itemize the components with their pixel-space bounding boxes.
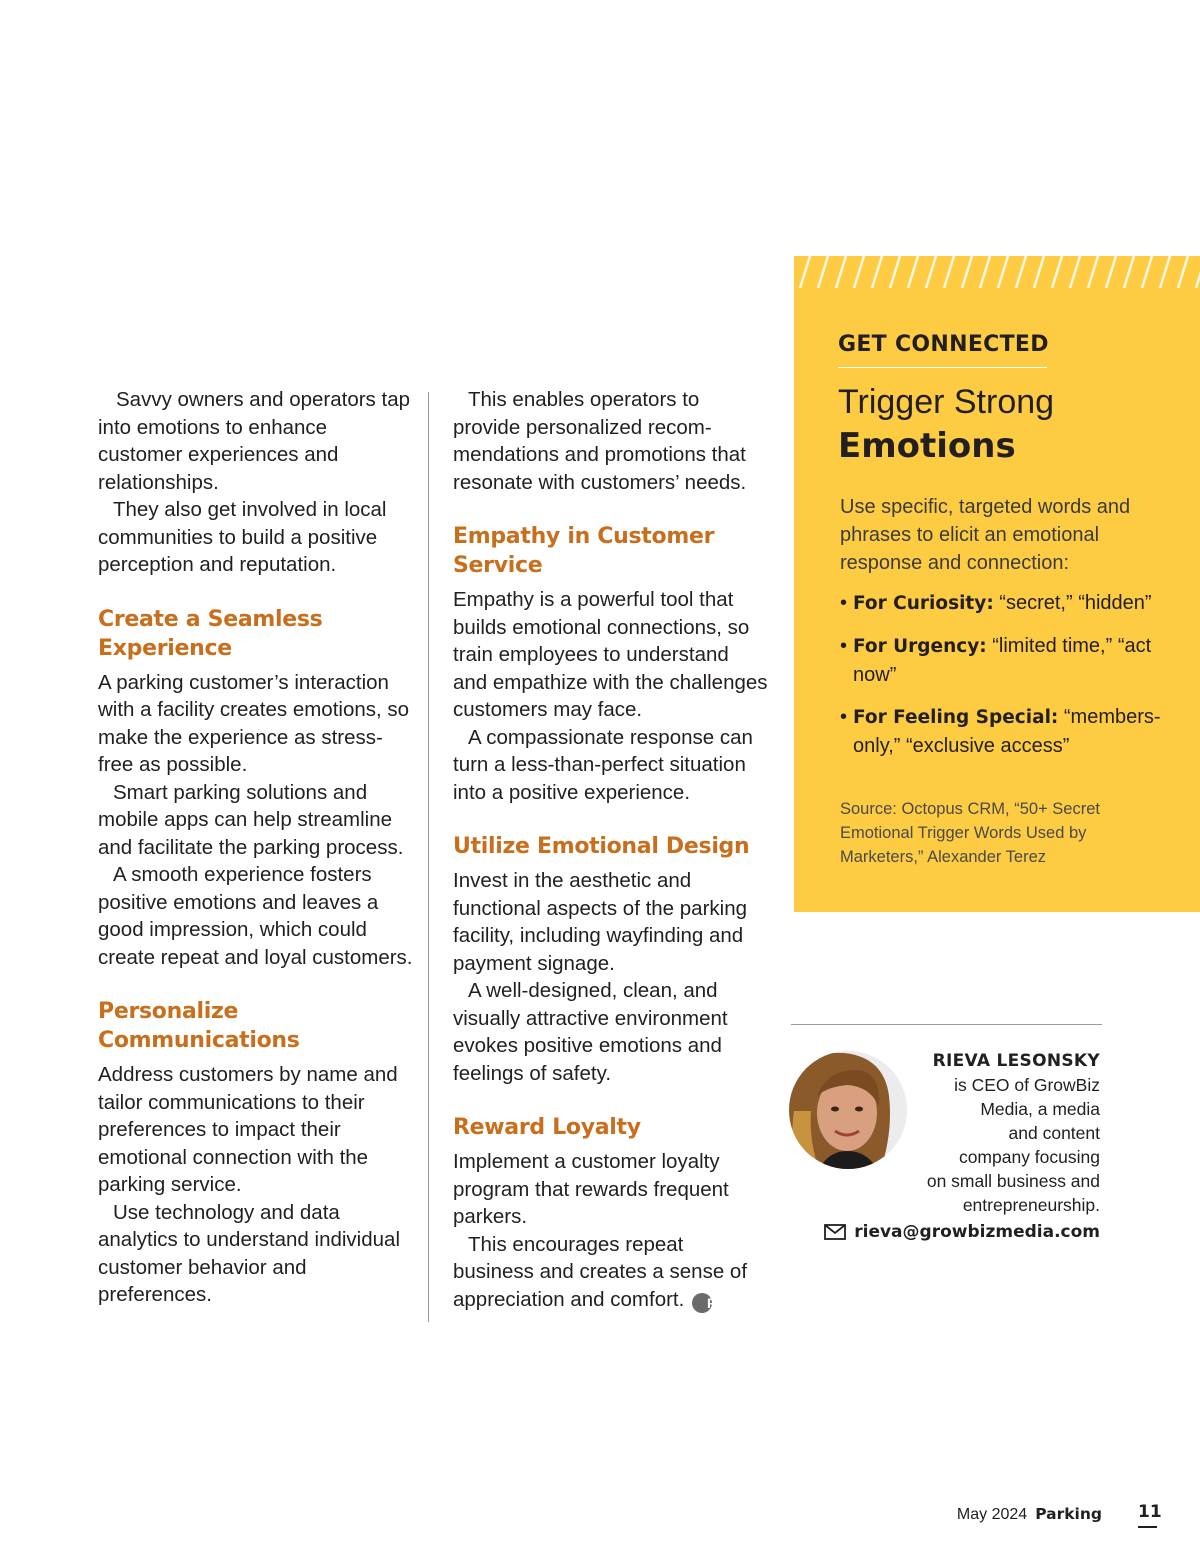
sidebar-label-underline bbox=[838, 367, 1047, 368]
author-bio-line: company focusing bbox=[958, 1147, 1100, 1167]
body-paragraph: Smart parking solutions and mobile apps can help streamline and facilitate the parking process. bbox=[98, 780, 404, 859]
body-paragraph: Empathy is a powerful tool that builds emotional connections, so train employees to understand and empathize with the challenges customers may face. bbox=[453, 588, 768, 721]
bullet: • bbox=[840, 635, 848, 657]
middle-column bbox=[453, 386, 768, 1313]
page-footer bbox=[957, 1504, 1102, 1525]
list-item bbox=[840, 632, 1170, 689]
sidebar-source: Source: Octopus CRM, “50+ Secret Emotional Trigger Words Used by Marketers,” Alexander Terez bbox=[840, 800, 1100, 866]
magazine-name: Parking bbox=[1035, 1505, 1102, 1523]
body-paragraph: A well-designed, clean, and visually attractive environment evokes positive emotions and feelings of safety. bbox=[453, 979, 728, 1085]
body-paragraph: A compassionate response can turn a less-than-perfect situation into a positive experience. bbox=[453, 725, 753, 804]
section-heading: Reward Loyalty bbox=[453, 1115, 641, 1140]
sidebar-label: GET CONNECTED bbox=[838, 332, 1049, 357]
body-paragraph: Use technology and data analytics to understand individual customer behavior and preferences. bbox=[98, 1200, 400, 1306]
section-heading: Create a Seamless Experience bbox=[98, 606, 323, 661]
body-paragraph: A smooth experience fosters positive emotions and leaves a good impression, which could create repeat and loyal customers. bbox=[98, 863, 413, 969]
list-item bbox=[840, 589, 1170, 618]
bullet: • bbox=[840, 592, 848, 614]
author-name: RIEVA LESONSKY bbox=[932, 1051, 1100, 1071]
parking-end-mark-icon: P bbox=[692, 1293, 712, 1313]
body-paragraph: They also get involved in local communities to build a positive perception and reputation. bbox=[98, 498, 387, 576]
body-paragraph bbox=[453, 1231, 768, 1314]
body-paragraph: A parking customer’s interaction with a facility creates emotions, so make the experience as stress-free as possible. bbox=[98, 670, 410, 776]
envelope-icon bbox=[824, 1224, 846, 1240]
body-paragraph: This enables operators to provide personalized recommendations and promotions that resonate with customers’ needs. bbox=[453, 388, 747, 494]
bullet: • bbox=[840, 706, 848, 728]
sidebar-title-bold: Emotions bbox=[838, 426, 1016, 466]
list-words: “secret,” “hidden” bbox=[993, 592, 1152, 614]
sidebar-intro: Use specific, targeted words and phrases to elicit an emotional response and connection: bbox=[840, 496, 1131, 574]
list-words: “members-only,” “exclusive access” bbox=[853, 706, 1161, 757]
section-heading: Empathy in Customer Service bbox=[453, 524, 715, 578]
section-heading: Personalize Communications bbox=[98, 999, 300, 1053]
author-bio-line: entrepreneurship. bbox=[962, 1195, 1100, 1215]
body-paragraph: Implement a customer loyalty program that rewards frequent parkers. bbox=[453, 1150, 729, 1228]
hazard-stripes-decoration bbox=[794, 256, 1200, 288]
trigger-word-list bbox=[840, 589, 1170, 774]
author-bio-line: Media, a media bbox=[980, 1099, 1100, 1119]
list-item bbox=[840, 703, 1170, 760]
author-bio-line: on small business and bbox=[926, 1171, 1100, 1191]
author-info bbox=[880, 1049, 1100, 1217]
column-divider bbox=[428, 392, 429, 1322]
list-term: For Urgency: bbox=[853, 636, 987, 657]
author-divider bbox=[791, 1024, 1102, 1025]
body-text: This encourages repeat business and creates a sense of appreciation and comfort. bbox=[453, 1232, 748, 1311]
list-term: For Feeling Special: bbox=[853, 707, 1059, 728]
left-column bbox=[98, 386, 416, 1309]
get-connected-sidebar bbox=[794, 256, 1200, 912]
page-number: 11 bbox=[1138, 1502, 1162, 1522]
issue-date: May 2024 bbox=[956, 1506, 1028, 1523]
body-paragraph: Address customers by name and tailor communications to their preferences to impact their emotional connection with the parking service. bbox=[98, 1063, 398, 1196]
body-paragraph: Savvy owners and operators tap into emotions to enhance customer experiences and relationships. bbox=[98, 388, 410, 494]
body-paragraph: Invest in the aesthetic and functional aspects of the parking facility, including wayfinding and payment signage. bbox=[453, 869, 748, 975]
page-number-underline bbox=[1138, 1526, 1157, 1528]
list-words: “limited time,” “act now” bbox=[853, 635, 1152, 686]
sidebar-title: Trigger Strong bbox=[838, 383, 1055, 421]
author-email[interactable]: rieva@growbizmedia.com bbox=[854, 1222, 1100, 1242]
author-email-link[interactable] bbox=[824, 1220, 1100, 1244]
author-bio-line: is CEO of GrowBiz bbox=[954, 1075, 1100, 1095]
list-term: For Curiosity: bbox=[853, 593, 994, 614]
author-bio-line: and content bbox=[1008, 1123, 1100, 1143]
section-heading: Utilize Emotional Design bbox=[453, 834, 750, 859]
